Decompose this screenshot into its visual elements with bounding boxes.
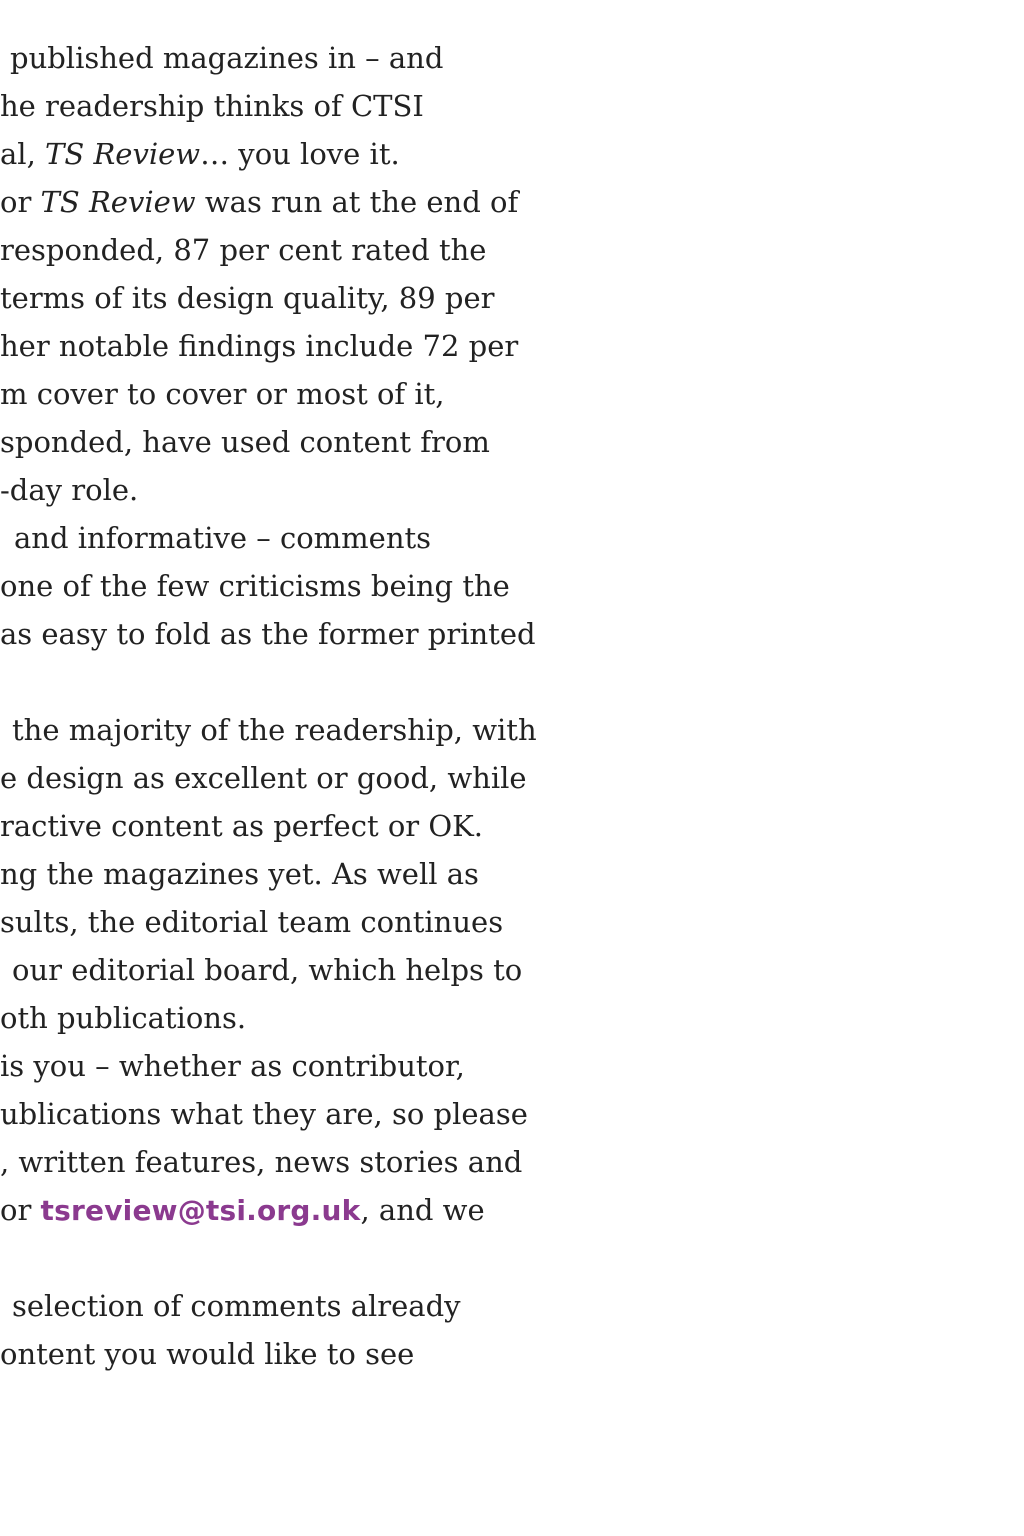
text-line-11: and informative – comments <box>14 521 432 555</box>
text-line-5: responded, 87 per cent rated the <box>0 233 487 267</box>
text-line-20: oth publications. <box>0 1001 247 1035</box>
text-line-15: e design as excellent or good, while <box>0 761 527 795</box>
text-line-18: sults, the editorial team continues <box>0 905 504 939</box>
text-line-16: ractive content as perfect or OK. <box>0 809 484 843</box>
text-line-10: -day role. <box>0 473 139 507</box>
text-line-17: ng the magazines yet. As well as <box>0 857 479 891</box>
text-line-26: ontent you would like to see <box>0 1337 415 1371</box>
text-line-6: terms of its design quality, 89 per <box>0 281 495 315</box>
text-line-2: he readership thinks of CTSI <box>0 89 424 123</box>
text-line-1: published magazines in – and <box>10 41 444 75</box>
text-line-24: or tsreview@tsi.org.uk, and we <box>0 1193 485 1227</box>
text-line-25: selection of comments already <box>12 1289 461 1323</box>
text-line-4: or TS Review was run at the end of <box>0 185 519 219</box>
text-line-14: the majority of the readership, with <box>12 713 537 747</box>
text-line-19: our editorial board, which helps to <box>12 953 523 987</box>
text-line-13: as easy to fold as the former printed <box>0 617 536 651</box>
text-line-7: her notable findings include 72 per <box>0 329 519 363</box>
text-line-8: m cover to cover or most of it, <box>0 377 445 411</box>
text-line-12: one of the few criticisms being the <box>0 569 510 603</box>
text-line-22: ublications what they are, so please <box>0 1097 528 1131</box>
text-line-23: , written features, news stories and <box>0 1145 523 1179</box>
text-line-9: sponded, have used content from <box>0 425 490 459</box>
text-line-21: is you – whether as contributor, <box>0 1049 465 1083</box>
email-link[interactable]: tsreview@tsi.org.uk <box>40 1194 361 1227</box>
text-line-3: al, TS Review… you love it. <box>0 137 400 171</box>
